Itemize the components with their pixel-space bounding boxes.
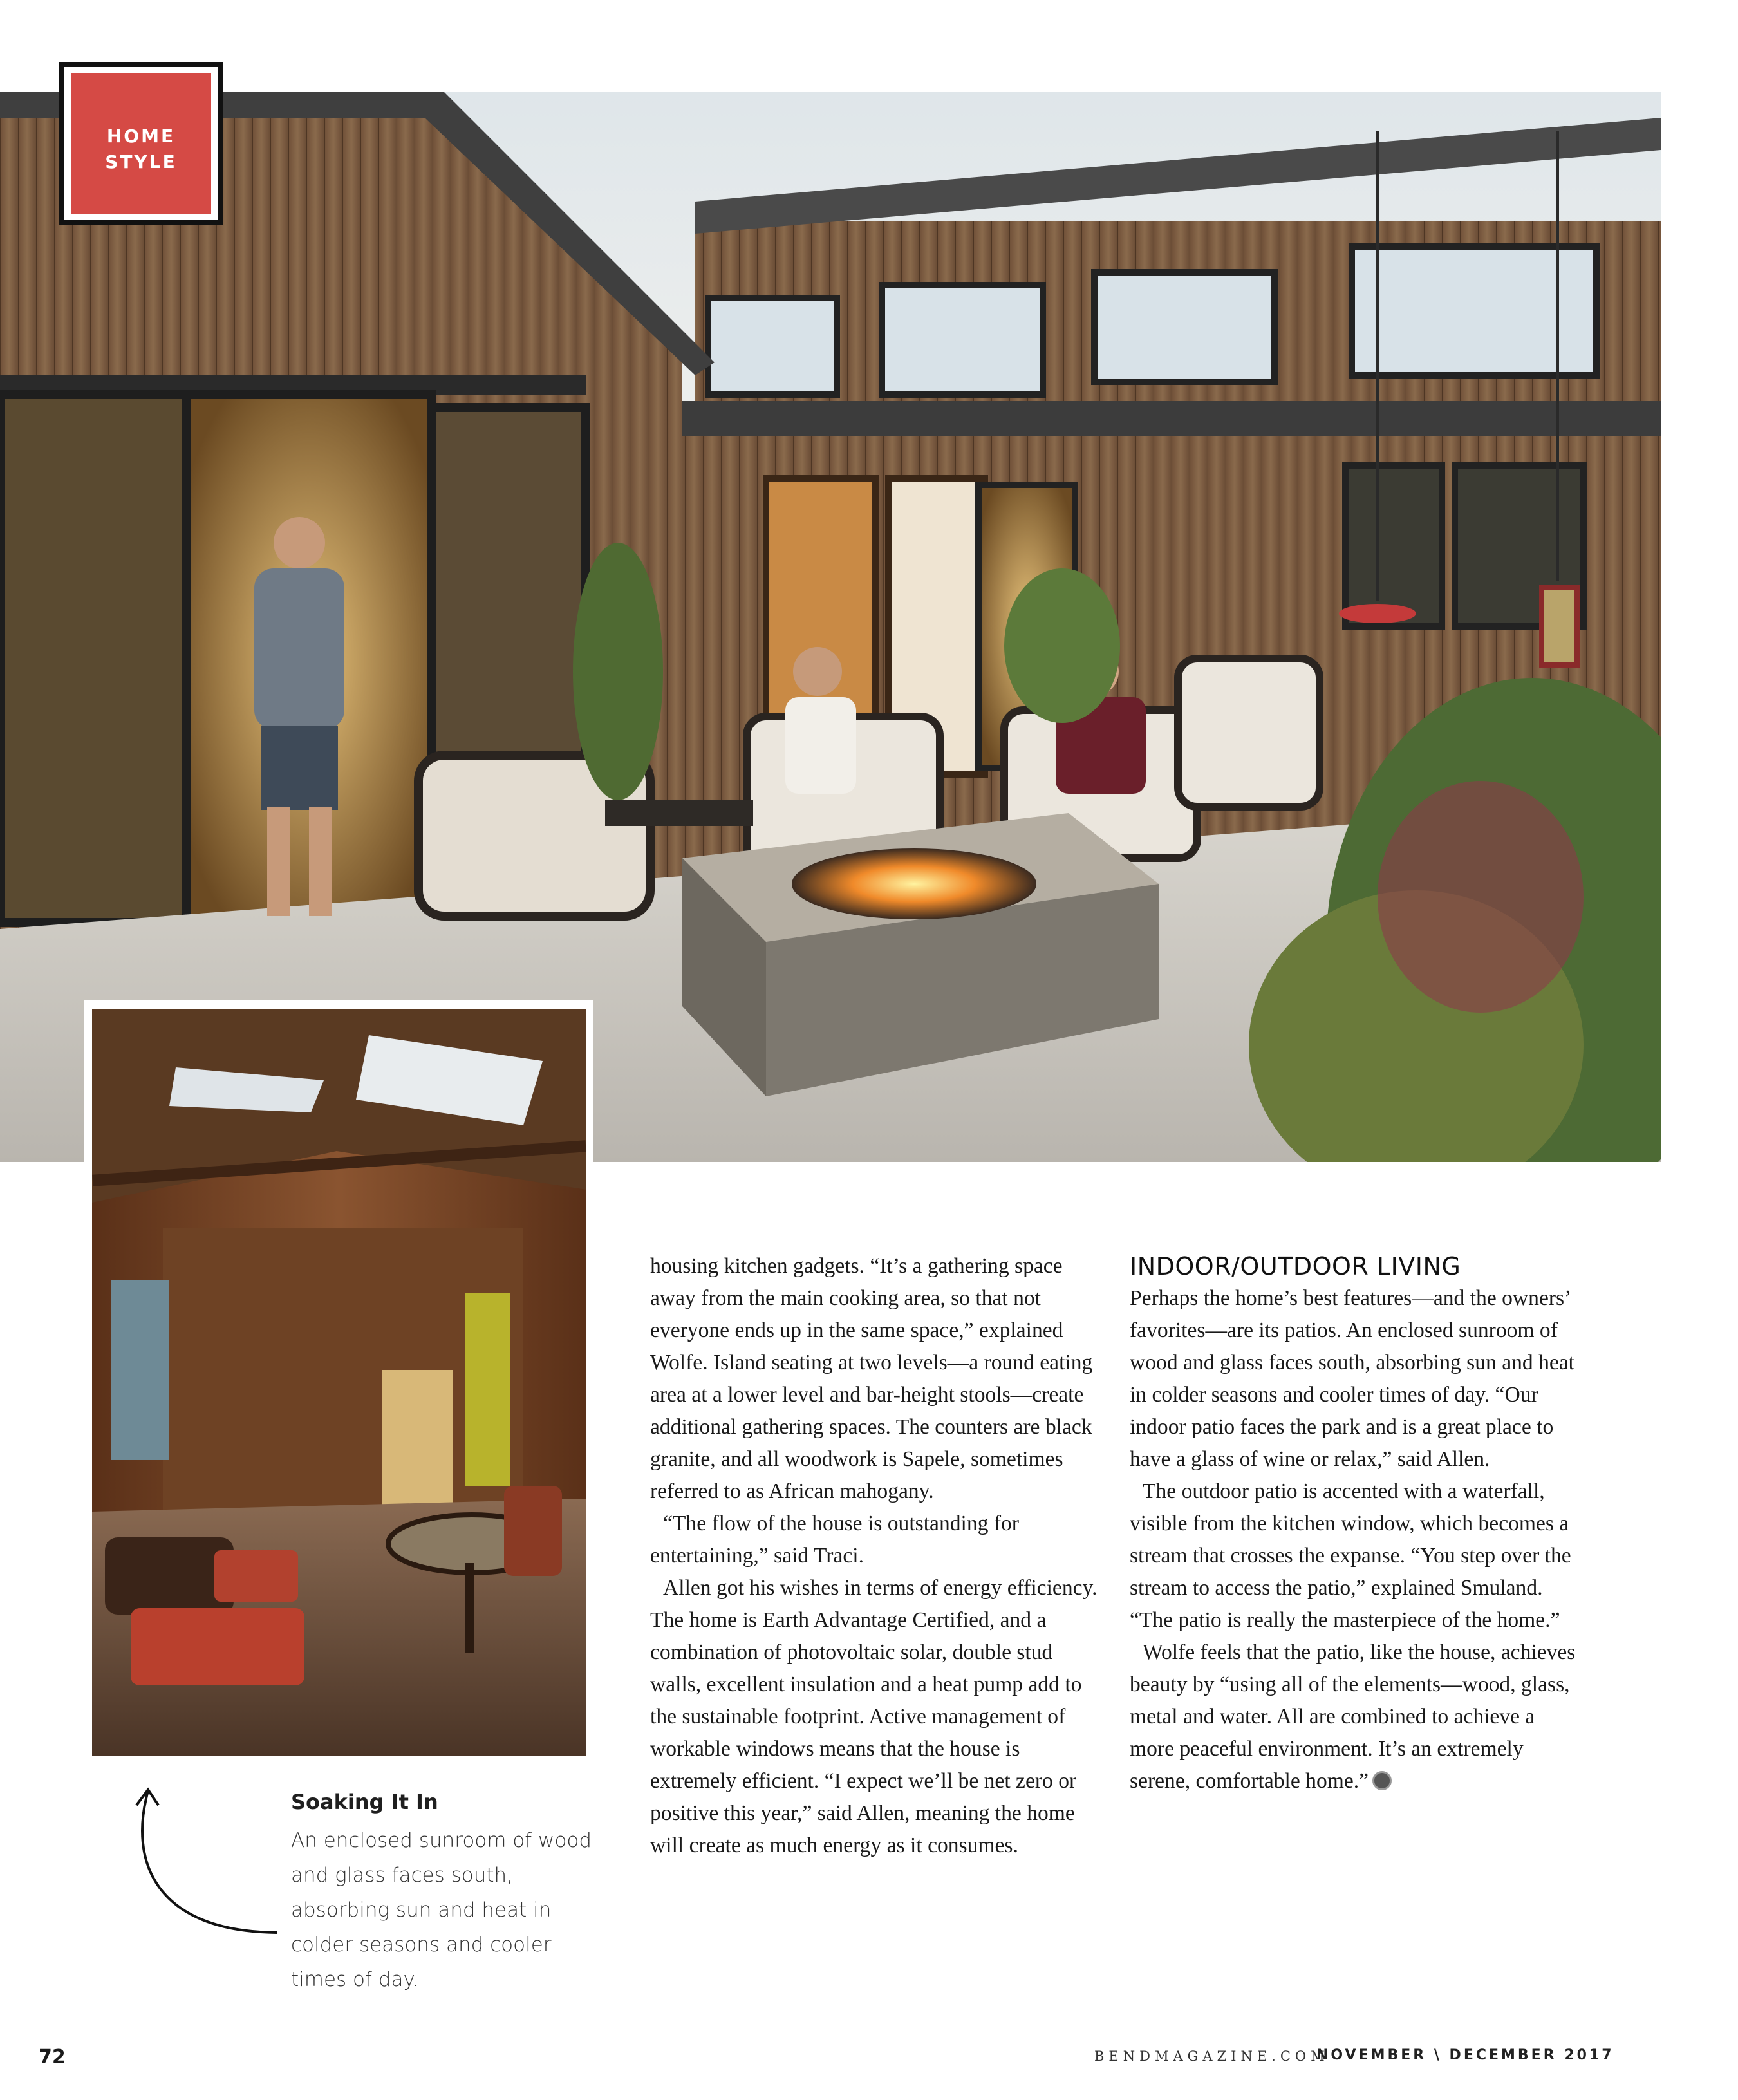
footer-site: BENDMAGAZINE.COM — [1094, 2048, 1329, 2064]
page-number: 72 — [39, 2046, 66, 2068]
caption-title: Soaking It In — [291, 1790, 438, 1814]
section-tag — [59, 62, 223, 225]
end-mark-icon — [1372, 1771, 1392, 1790]
footer-issue: NOVEMBER \ DECEMBER 2017 — [1316, 2047, 1614, 2063]
column2-paragraph-1: Perhaps the home’s best features—and the owners’ favorites—are its patios. An enclosed sunroom of wood and glass faces south, absorbing sun and heat in colder seasons and cooler times of day. “Our indoor patio faces the park and is a great place to have a glass of wine or relax,” said Allen. — [1130, 1286, 1575, 1471]
column2-paragraph-3 — [1130, 1636, 1580, 1797]
inset-photo — [92, 1009, 586, 1756]
article-column-1 — [650, 1250, 1101, 1862]
column2-paragraph-3-text: Wolfe feels that the patio, like the house, achieves beauty by “using all of the elements—wood, glass, metal and water. All are combined to achieve a more peaceful environment. It’s an extremely serene, comfortable home.” — [1130, 1640, 1576, 1793]
column2-paragraph-2: The outdoor patio is accented with a waterfall, visible from the kitchen window, which becomes a stream that crosses the expanse. “You step over the stream to access the patio,” explained Smuland. “The patio is really the masterpiece of the home.” — [1130, 1479, 1571, 1632]
column1-paragraph-1: housing kitchen gadgets. “It’s a gathering space away from the main cooking area, so that not everyone ends up in the same space,” explained Wolfe. Island seating at two levels—a round eating area at a lower level and bar-height stools—create additional gathering spaces. The counters are black granite, and all woodwork is Sapele, sometimes referred to as African mahogany. — [650, 1254, 1093, 1503]
article-column-2 — [1130, 1250, 1580, 1797]
section-tag-line1: HOME — [106, 126, 176, 147]
caption-body: An enclosed sunroom of wood and glass faces south, absorbing sun and heat in colder seasons and cooler times of day. — [291, 1829, 592, 1991]
column1-paragraph-3: Allen got his wishes in terms of energy efficiency. The home is Earth Advantage Certified, and a combination of photovoltaic solar, double stud walls, excellent insulation and a heat pump add to the sustainable footprint. Active management of workable windows means that the house is extremely efficient. “I expect we’ll be net zero or positive this year,” said Allen, meaning the home will create as much energy as it consumes. — [650, 1576, 1098, 1857]
column1-paragraph-2: “The flow of the house is outstanding for entertaining,” said Traci. — [650, 1512, 1019, 1568]
section-tag-line2: STYLE — [105, 151, 177, 173]
curved-arrow-icon — [122, 1783, 290, 1947]
section-heading: INDOOR/OUTDOOR LIVING — [1130, 1252, 1461, 1280]
